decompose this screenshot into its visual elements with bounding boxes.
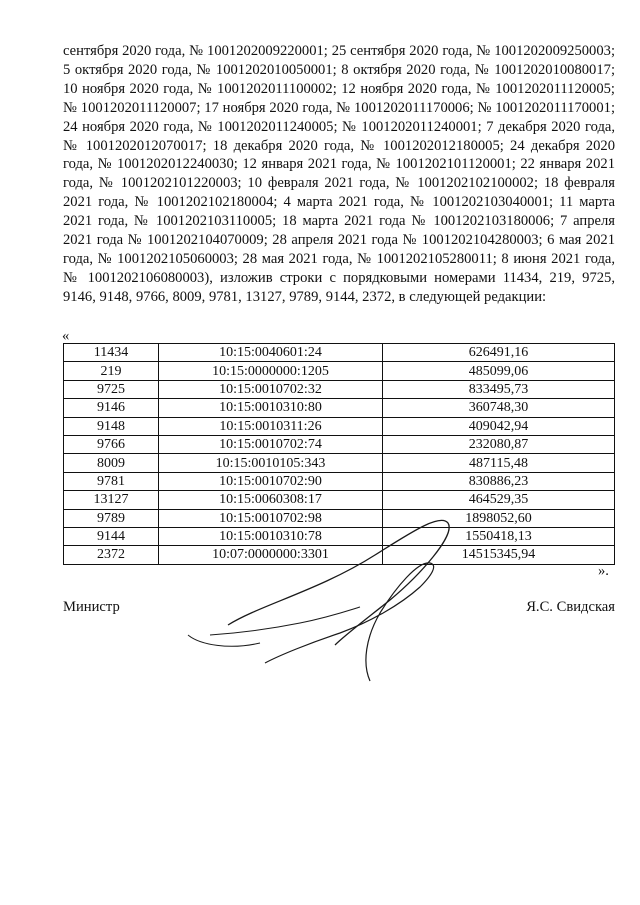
signer-name: Я.С. Свидская — [526, 599, 615, 615]
row-number-cell: 9148 — [64, 417, 159, 435]
cadastral-number-cell: 10:15:0000000:1205 — [159, 362, 383, 380]
cadastral-number-cell: 10:15:0010702:32 — [159, 380, 383, 398]
row-number-cell: 2372 — [64, 546, 159, 564]
table-row — [64, 472, 615, 490]
cadastral-number-cell: 10:15:0040601:24 — [159, 344, 383, 362]
body-paragraph: сентября 2020 года, № 1001202009220001; 25 сентября 2020 года, № 1001202009250003; 5 октября 2020 года, № 1001202010050001; 8 октября 2020 года, № 1001202010080017; 10 ноября 2020 года, № 1001202011100002; 12 ноября 2020 года, № 1001202011120005; № 1001202011120007; 17 ноября 2020 года, № 1001202011170006; № 1001202011170001; 24 ноября 2020 года, № 1001202011240005; № 1001202011240001; 7 декабря 2020 года, № 1001202012070017; 18 декабря 2020 года, № 1001202012180005; 24 декабря 2020 года, № 1001202012240030; 12 января 2021 года, № 1001202101120001; 22 января 2021 года, № 1001202101220003; 10 февраля 2021 года, № 1001202102100002; 18 февраля 2021 года, № 1001202102180004; 4 марта 2021 года, № 1001202103040001; 11 марта 2021 года, № 1001202103110005; 18 марта 2021 года № 1001202103180006; 7 апреля 2021 года № 1001202104070009; 28 апреля 2021 года № 1001202104280003; 6 мая 2021 года, № 1001202105060003; 28 мая 2021 года, № 1001202105280011; 8 июня 2021 года, № 1001202106080003), изложив строки с порядковыми номерами 11434, 219, 9725, 9146, 9148, 9766, 8009, 9781, 13127, 9789, 9144, 2372, в следующей редакции: — [63, 43, 615, 305]
row-number-cell: 9146 — [64, 399, 159, 417]
row-number-cell: 9725 — [64, 380, 159, 398]
row-number-cell: 11434 — [64, 344, 159, 362]
cadastral-number-cell: 10:15:0010310:78 — [159, 527, 383, 545]
row-number-cell: 8009 — [64, 454, 159, 472]
row-number-cell: 9789 — [64, 509, 159, 527]
table-row — [64, 435, 615, 453]
value-cell: 487115,48 — [383, 454, 615, 472]
row-number-cell: 9781 — [64, 472, 159, 490]
opening-quote: « — [62, 328, 70, 344]
row-number-cell: 9766 — [64, 435, 159, 453]
table-row — [64, 344, 615, 362]
cadastral-number-cell: 10:15:0060308:17 — [159, 491, 383, 509]
value-cell: 1898052,60 — [383, 509, 615, 527]
row-number-cell: 9144 — [64, 527, 159, 545]
value-cell: 464529,35 — [383, 491, 615, 509]
closing-quote: ». — [598, 563, 609, 579]
value-cell: 485099,06 — [383, 362, 615, 380]
table-row — [64, 399, 615, 417]
value-cell: 14515345,94 — [383, 546, 615, 564]
cadastral-number-cell: 10:15:0010702:90 — [159, 472, 383, 490]
handwritten-signature — [170, 495, 500, 695]
table-row — [64, 417, 615, 435]
cadastral-number-cell: 10:15:0010310:80 — [159, 399, 383, 417]
cadastral-number-cell: 10:15:0010702:98 — [159, 509, 383, 527]
table-row — [64, 362, 615, 380]
row-number-cell: 13127 — [64, 491, 159, 509]
value-cell: 626491,16 — [383, 344, 615, 362]
cadastral-number-cell: 10:15:0010311:26 — [159, 417, 383, 435]
value-cell: 1550418,13 — [383, 527, 615, 545]
row-number-cell: 219 — [64, 362, 159, 380]
value-cell: 232080,87 — [383, 435, 615, 453]
cadastral-number-cell: 10:15:0010702:74 — [159, 435, 383, 453]
cadastral-number-cell: 10:15:0010105:343 — [159, 454, 383, 472]
value-cell: 360748,30 — [383, 399, 615, 417]
table-row — [64, 380, 615, 398]
value-cell: 833495,73 — [383, 380, 615, 398]
signer-title: Министр — [63, 599, 120, 615]
table-row — [64, 454, 615, 472]
value-cell: 830886,23 — [383, 472, 615, 490]
cadastral-number-cell: 10:07:0000000:3301 — [159, 546, 383, 564]
value-cell: 409042,94 — [383, 417, 615, 435]
